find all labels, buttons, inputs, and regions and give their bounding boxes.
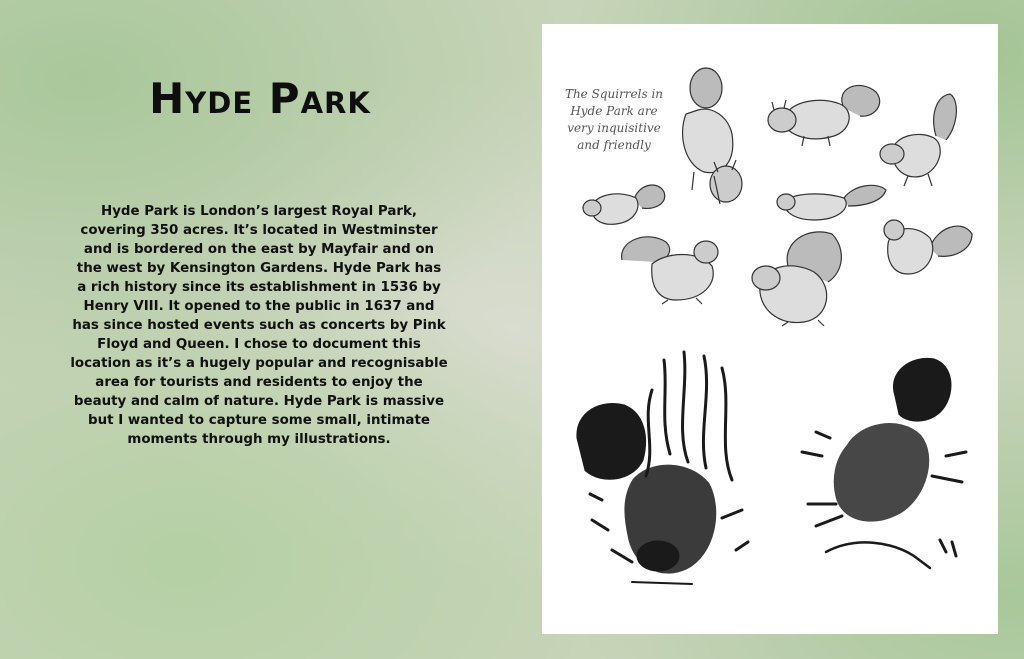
body-paragraph: Hyde Park is London’s largest Royal Park, covering 350 acres. It’s located in Westminster and is bordered on the east by Mayfair and on the west by Kensington Gardens. Hyde Park has a rich history since its establishment in 1536 by Henry VIII. It opened to the public in 1637 and has since hosted events such as concerts by Pink Floyd and Queen. I chose to document this location as it’s a hugely popular and recognisable area for tourists and residents to enjoy the beauty and calm of nature. Hyde Park is massive but I wanted to capture some small, intimate moments through my illustrations. — [70, 204, 448, 447]
squirrel-sketch — [612, 230, 724, 306]
ink-squirrel-drawing — [572, 350, 752, 590]
ink-squirrel-drawing — [796, 356, 976, 570]
illustration-caption: The Squirrels in Hyde Park are very inquisitive and friendly — [564, 87, 664, 152]
page-title: Hyde Park — [149, 74, 371, 123]
illustration-panel — [542, 24, 998, 634]
squirrel-sketch — [764, 78, 884, 150]
squirrel-sketch — [748, 226, 848, 328]
squirrel-sketch — [880, 214, 974, 280]
squirrel-sketch — [674, 64, 754, 212]
squirrel-sketch — [774, 180, 888, 226]
squirrel-sketch — [878, 90, 962, 190]
squirrel-sketch — [582, 180, 668, 230]
